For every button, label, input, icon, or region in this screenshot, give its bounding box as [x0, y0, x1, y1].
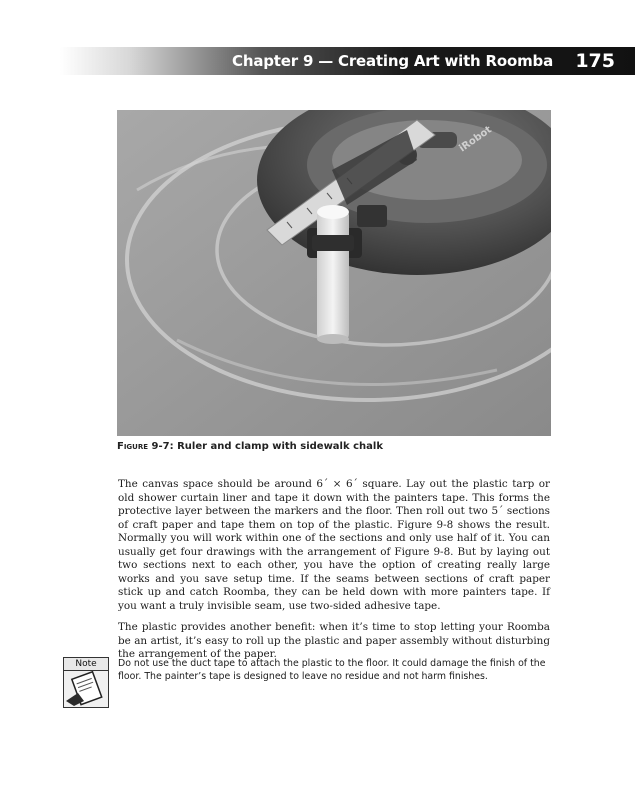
chapter-title: Chapter 9 — Creating Art with Roomba — [232, 52, 553, 70]
body-paragraph: The plastic provides another benefit: when it’s time to stop letting your Roomba be an artist, it’s easy to roll up the plastic and paper assembly without disturbing the arrangement of the paper. — [118, 621, 550, 660]
note-box — [63, 657, 109, 707]
page-number: 175 — [575, 50, 615, 72]
figure-label-number: 9-7: — [151, 441, 174, 452]
figure-label-word: Figure — [117, 441, 149, 452]
photo-brand-text: iRobot — [457, 124, 494, 155]
figure-photo — [117, 110, 551, 436]
note-paper-icon — [63, 670, 109, 708]
figure-caption-text: Ruler and clamp with sidewalk chalk — [177, 441, 383, 452]
body-paragraph: The canvas space should be around 6´ × 6´ square. Lay out the plastic tarp or old shower curtain liner and tape it down with the painters tape. This forms the protective layer between the markers and the floor. Then roll out two 5´ sections of craft paper and tape them on top of the plastic. Figure 9-8 shows the result. Normally you will work within one of the sections and only use half of it. You can usually get four drawings with the arrangement of Figure 9-8. But by laying out two sections next to each other, you have the option of creating really large works and you save setup time. If the seams between sections of craft paper stick up and catch Roomba, they can be held down with more painters tape. If you want a truly invisible seam, use two-sided adhesive tape. — [118, 478, 550, 612]
chapter-header-bar — [60, 47, 635, 75]
note-text: Do not use the duct tape to attach the plastic to the floor. It could damage the finish of the floor. The painter’s tape is designed to leave no residue and not harm finishes. — [118, 658, 546, 682]
figure-caption — [117, 441, 551, 452]
note-label: Note — [63, 657, 109, 670]
body-text — [118, 478, 550, 670]
